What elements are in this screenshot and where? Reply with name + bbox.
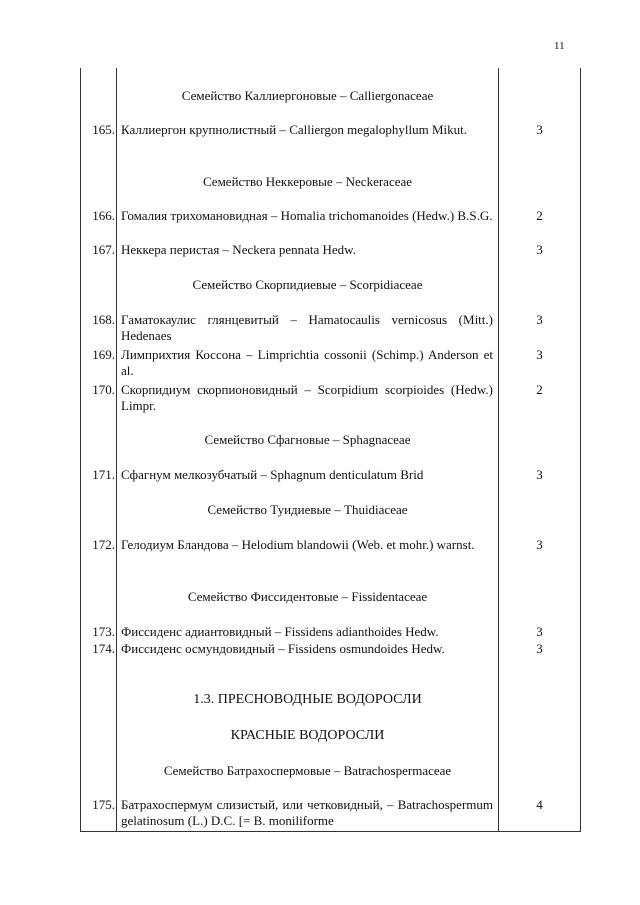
section-heading: 1.3. ПРЕСНОВОДНЫЕ ВОДОРОСЛИ — [193, 692, 422, 707]
species-name: Неккера перистая – Neckera pennata Hedw. — [121, 242, 356, 257]
category-value: 3 — [536, 467, 543, 482]
page-number: 11 — [554, 40, 565, 52]
category-value: 3 — [536, 624, 543, 639]
species-name: Сфагнум мелкозубчатый – Sphagnum denticulatum Brid — [121, 467, 424, 482]
row-number: 173. — [92, 624, 115, 639]
species-name: Гелодиум Бландова – Helodium blandowii (Web. et mohr.) warnst. — [121, 537, 475, 552]
subsection-heading: КРАСНЫЕ ВОДОРОСЛИ — [230, 728, 385, 743]
category-value: 2 — [536, 208, 543, 223]
species-name: Гаматокаулис глянцевитый – Hamatocaulis vernicosus (Mitt.) Hedenaes — [121, 312, 493, 343]
row-number: 170. — [92, 382, 115, 397]
category-value: 3 — [536, 242, 543, 257]
row-number: 175. — [92, 797, 115, 812]
row-number: 172. — [92, 537, 115, 552]
category-value: 2 — [536, 382, 543, 397]
category-value: 3 — [536, 122, 543, 137]
family-heading-fissidentaceae: Семейство Фиссидентовые – Fissidentaceae — [187, 589, 428, 604]
species-name: Фиссиденс адиантовидный – Fissidens adianthoides Hedw. — [121, 624, 439, 639]
species-name: Батрахоспермум слизистый, или четковидный, – Batrachospermum gelatinosum (L.) D.C. [= B. moniliforme — [121, 797, 493, 828]
family-heading-calliergonaceae: Семейство Каллиергоновые – Calliergonaceae — [181, 88, 434, 103]
row-number: 168. — [92, 312, 115, 327]
category-value: 4 — [536, 797, 543, 812]
row-number: 174. — [92, 641, 115, 656]
species-name: Гомалия трихомановидная – Homalia trichomanoides (Hedw.) B.S.G. — [121, 208, 493, 223]
row-number: 169. — [92, 347, 115, 362]
species-name: Фиссиденс осмундовидный – Fissidens osmundoides Hedw. — [121, 641, 445, 656]
family-heading-thuidiaceae: Семейство Туидиевые – Thuidiaceae — [207, 502, 408, 517]
species-table — [80, 68, 581, 832]
category-value: 3 — [536, 312, 543, 327]
species-name: Каллиергон крупнолистный – Calliergon megalophyllum Mikut. — [121, 122, 468, 137]
category-value: 3 — [536, 347, 543, 362]
column-divider-value — [498, 68, 499, 831]
family-heading-neckeraceae: Семейство Неккеровые – Neckeraceae — [202, 174, 413, 189]
row-number: 167. — [92, 242, 115, 257]
family-heading-sphagnaceae: Семейство Сфагновые – Sphagnaceae — [204, 432, 411, 447]
row-number: 171. — [92, 467, 115, 482]
category-value: 3 — [536, 641, 543, 656]
category-value: 3 — [536, 537, 543, 552]
row-number: 165. — [92, 122, 115, 137]
species-name: Скорпидиум скорпионовидный – Scorpidium scorpioides (Hedw.) Limpr. — [121, 382, 493, 413]
species-name: Лимприхтия Коссона – Limprichtia cossonii (Schimp.) Anderson et al. — [121, 347, 493, 378]
row-number: 166. — [92, 208, 115, 223]
family-heading-scorpidiaceae: Семейство Скорпидиевые – Scorpidiaceae — [192, 277, 423, 292]
family-heading-batrachospermaceae: Семейство Батрахоспермовые – Batrachospermaceae — [163, 763, 452, 778]
